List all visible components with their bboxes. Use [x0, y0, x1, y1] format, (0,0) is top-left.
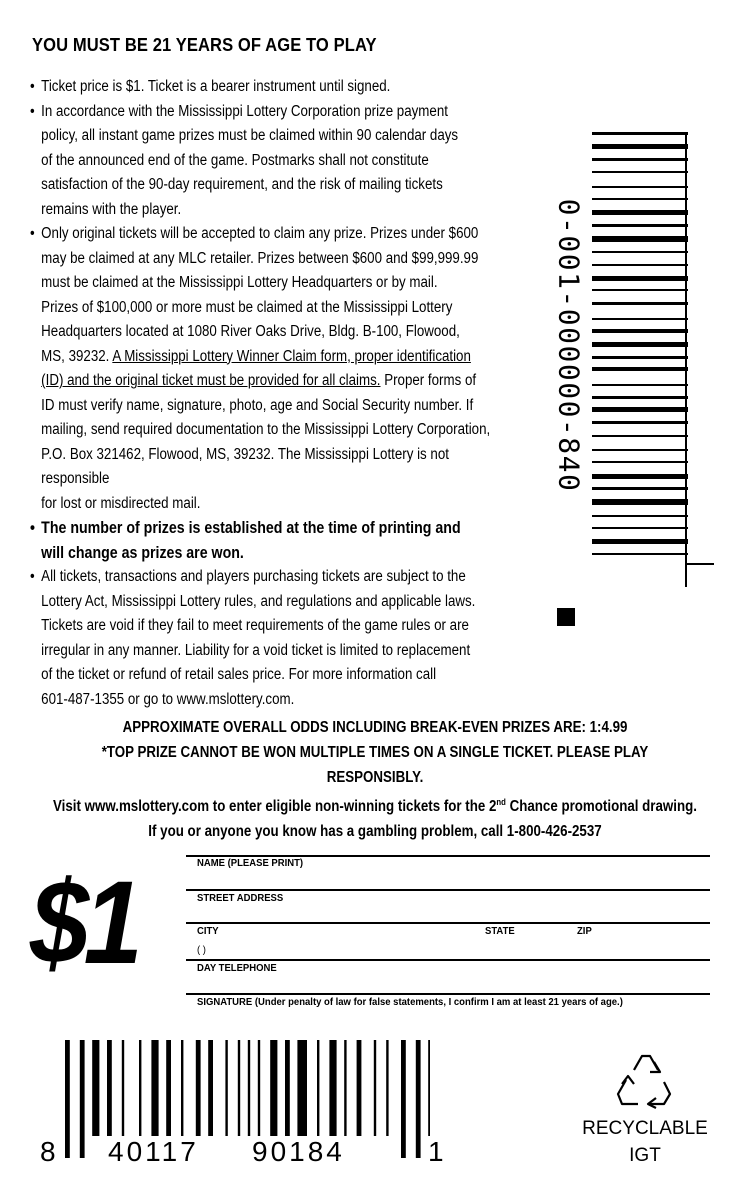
- upc-right-digits: 90184: [252, 1136, 345, 1167]
- ticket-serial-number: 0-001-000000-840: [552, 198, 586, 492]
- rule-lottery-act: • All tickets, transactions and players purchasing tickets are subject to the Lottery Act, Mississippi Lottery rules, and regulations and applicable laws. Tickets are void if they fail to meet requirements of the game rules or are irregular in any manner. Liability for a void ticket is limited to replacement of the ticket or refund of retail sales price. For more information call 601-487-1355 or go to www.mslottery.com.: [30, 565, 499, 712]
- phone-area-code: ( ): [197, 945, 206, 956]
- city-field-label: CITY: [197, 926, 219, 937]
- upc-last-digit: 1: [428, 1136, 444, 1167]
- claim-requirement-underlined: A Mississippi Lottery Winner Claim form, proper identification: [112, 347, 471, 365]
- zip-field-label: ZIP: [577, 926, 592, 937]
- state-field-label: STATE: [485, 926, 515, 937]
- signature-field-label: SIGNATURE (Under penalty of law for false statements, I confirm I am at least 21 years of age.): [197, 997, 623, 1008]
- odds-and-notices: [0, 715, 750, 844]
- rule-claim-period: • In accordance with the Mississippi Lottery Corporation prize payment policy, all instant game prizes must be claimed within 90 calendar days of the announced end of the game. Postmarks shall not constitute satisfaction of the 90-day requirement, and the risk of mailing tickets remains with the player.: [30, 100, 499, 223]
- name-field[interactable]: [186, 889, 710, 891]
- recyclable-label: RECYCLABLE: [582, 1118, 708, 1139]
- gambling-help-notice: If you or anyone you know has a gambling problem, call 1-800-426-2537: [148, 823, 602, 841]
- form-rule-top: [186, 855, 710, 857]
- phone-field[interactable]: [186, 993, 710, 995]
- rule-ticket-price: • Ticket price is $1. Ticket is a bearer instrument until signed.: [30, 75, 499, 100]
- top-prize-notice: *TOP PRIZE CANNOT BE WON MULTIPLE TIMES ON A SINGLE TICKET. PLEASE PLAY RESPONSIBLY.: [101, 744, 649, 786]
- city-state-zip-field[interactable]: [186, 959, 710, 961]
- name-field-label: NAME (PLEASE PRINT): [197, 858, 304, 869]
- overall-odds: APPROXIMATE OVERALL ODDS INCLUDING BREAK-EVEN PRIZES ARE: 1:4.99: [122, 719, 628, 736]
- second-chance-notice: Visit www.mslottery.com to enter eligible non-winning tickets for the 2nd Chance promotional drawing.: [53, 797, 697, 816]
- ticket-price: $1: [30, 857, 138, 989]
- claim-requirement-underlined-2: (ID) and the original ticket must be provided for all claims.: [41, 372, 381, 389]
- age-requirement-heading: YOU MUST BE 21 YEARS OF AGE TO PLAY: [32, 35, 377, 55]
- ticket-rules: [30, 75, 499, 712]
- recycle-icon: [612, 1048, 676, 1112]
- barcode-guide-horizontal: [686, 563, 714, 565]
- upc-first-digit: 8: [40, 1136, 56, 1167]
- manufacturer-label: IGT: [629, 1145, 661, 1166]
- barcode-guide-vertical: [685, 132, 687, 587]
- ticket-barcode: [592, 132, 688, 564]
- phone-field-label: DAY TELEPHONE: [197, 963, 277, 974]
- upc-left-digits: 40117: [108, 1136, 199, 1167]
- street-field-label: STREET ADDRESS: [197, 893, 284, 904]
- rule-claim-procedure: • Only original tickets will be accepted to claim any prize. Prizes under $600 may be claimed at any MLC retailer. Prizes between $600 and $99,999.99 must be claimed at the Mississippi Lottery Headquarters or by mail. Prizes of $100,000 or more must be claimed at the Mississippi Lottery Headquarters located at 1080 River Oaks Drive, Bldg. B-100, Flowood, MS, 39232. A Mississippi Lottery Winner Claim form, proper identification (ID) and the original ticket must be provided for all claims. Proper forms of ID must verify name, signature, photo, age and Social Security number. If mailing, send required documentation to the Mississippi Lottery Corporation, P.O. Box 321462, Flowood, MS, 39232. The Mississippi Lottery is not responsible for lost or misdirected mail.: [30, 222, 499, 516]
- street-field[interactable]: [186, 922, 710, 924]
- registration-mark: [557, 608, 575, 626]
- rule-number-of-prizes: • The number of prizes is established at the time of printing and will change as prizes are won.: [30, 516, 499, 565]
